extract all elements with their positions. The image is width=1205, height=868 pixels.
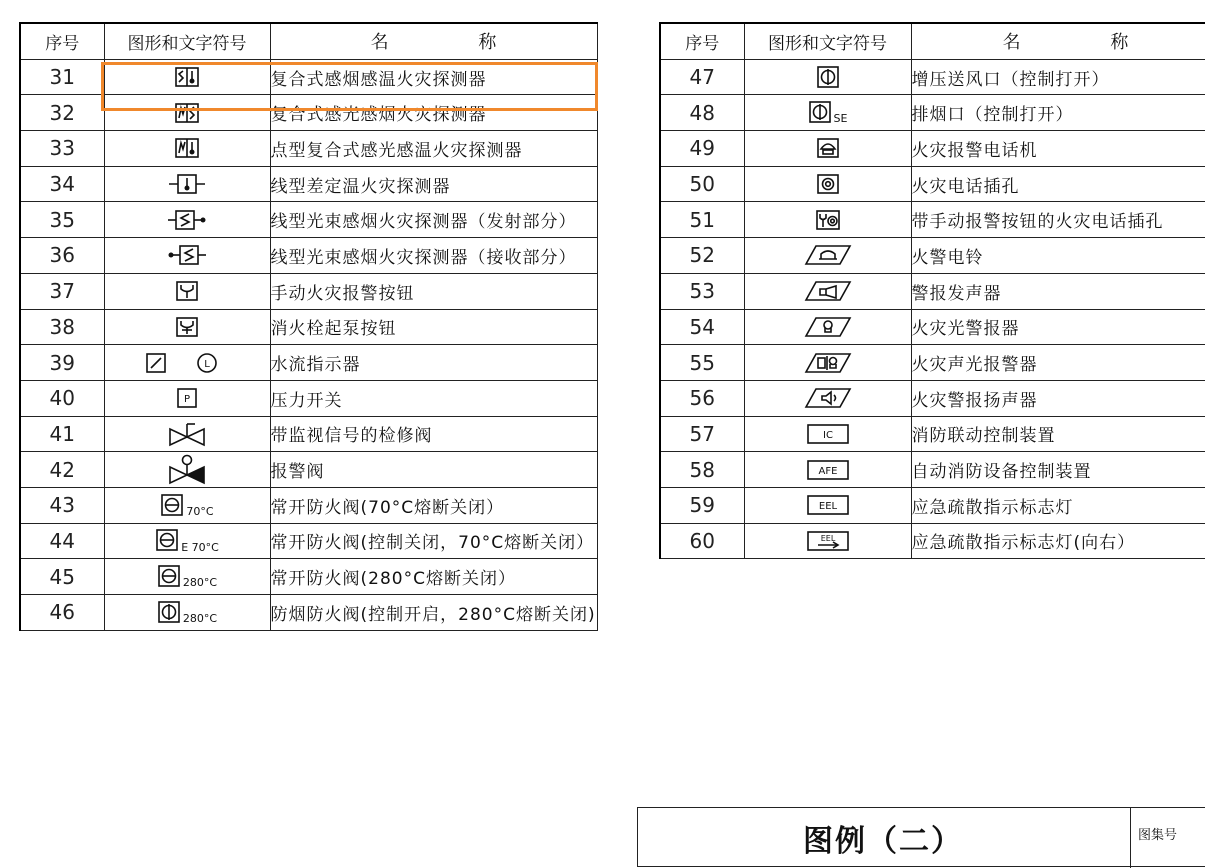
legend-table-left [19,22,598,631]
symbol-name: 常开防火阀(70°C熔断关闭） [270,487,597,523]
row-number: 46 [20,595,104,631]
symbol-cell [744,238,911,274]
fire-strobe-icon [804,316,852,338]
symbol-name: 消防联动控制装置 [911,416,1205,452]
symbol-cell [744,273,911,309]
row-number: 39 [20,345,104,381]
exit-sign-right-icon [806,530,850,552]
symbol-cell [104,238,270,274]
row-number: 41 [20,416,104,452]
row-number: 57 [660,416,744,452]
table-row [20,452,597,488]
symbol-subscript: 70°C [186,505,214,519]
symbol-name: 排烟口（控制打开） [911,95,1205,131]
fire-damper-icon [160,493,184,517]
symbol-cell [104,131,270,167]
symbol-name: 带监视信号的检修阀 [270,416,597,452]
symbol-cell [744,59,911,95]
symbol-name: 火灾光警报器 [911,309,1205,345]
exit-sign-icon [806,494,850,516]
drawing-title: 图例（二） [803,824,963,859]
title-block [637,807,1205,867]
symbol-name: 带手动报警按钮的火灾电话插孔 [911,202,1205,238]
table-row [660,95,1205,131]
symbol-cell [744,95,911,131]
flow-indicator-icon [145,352,229,374]
symbol-cell [104,559,270,595]
symbol-name: 复合式感光感烟火灾探测器 [270,95,597,131]
table-row [660,416,1205,452]
table-row [660,487,1205,523]
symbol-cell [744,380,911,416]
symbol-cell [104,309,270,345]
control-box-icon [806,423,850,445]
row-number: 43 [20,487,104,523]
row-number: 37 [20,273,104,309]
row-number: 49 [660,131,744,167]
row-number: 52 [660,238,744,274]
table-row [20,559,597,595]
control-box-icon [806,459,850,481]
symbol-name: 火灾警报扬声器 [911,380,1205,416]
symbol-name: 复合式感烟感温火灾探测器 [270,59,597,95]
row-number: 48 [660,95,744,131]
symbol-cell [104,595,270,631]
supervised-valve-icon [167,421,207,447]
sound-light-alarm-icon [804,352,852,374]
table-row [660,452,1205,488]
light-heat-detector-icon [174,137,200,159]
table-row [20,345,597,381]
title-divider [1130,808,1131,868]
header-row [660,23,1205,59]
row-number: 31 [20,59,104,95]
symbol-subscript: 280°C [182,612,218,626]
table-row [20,380,597,416]
symbol-cell [104,345,270,381]
table-row [660,166,1205,202]
smoke-damper-icon [157,600,181,624]
symbol-cell [104,523,270,559]
alarm-valve-icon [167,454,207,486]
table-row [660,273,1205,309]
row-number: 35 [20,202,104,238]
symbol-cell [744,487,911,523]
symbol-name: 火灾电话插孔 [911,166,1205,202]
table-row [20,487,597,523]
box-label: IC [822,429,833,441]
alarm-sounder-icon [804,280,852,302]
box-label: AFE [818,465,837,477]
symbol-name: 手动火灾报警按钮 [270,273,597,309]
symbol-cell [744,202,911,238]
row-number: 53 [660,273,744,309]
pressure-switch-letter: P [183,394,191,406]
row-number: 40 [20,380,104,416]
header-symbol: 图形和文字符号 [104,23,270,59]
table-row [20,202,597,238]
symbol-cell [104,487,270,523]
symbol-name: 线型光束感烟火灾探测器（发射部分） [270,202,597,238]
table-row [660,131,1205,167]
alarm-speaker-icon [804,387,852,409]
header-name: 名 称 [270,23,597,59]
symbol-subscript: 280°C [182,576,218,590]
symbol-name: 火灾声光报警器 [911,345,1205,381]
manual-alarm-button-icon [175,280,199,302]
symbol-name: 火灾报警电话机 [911,131,1205,167]
symbol-cell [744,523,911,559]
symbol-name: 水流指示器 [270,345,597,381]
box-label: EEL [820,533,835,543]
row-number: 56 [660,380,744,416]
table-row [660,238,1205,274]
symbol-cell [104,166,270,202]
row-number: 60 [660,523,744,559]
fire-bell-icon [804,244,852,266]
row-number: 42 [20,452,104,488]
row-number: 47 [660,59,744,95]
box-label: EEL [818,501,837,513]
symbol-name: 增压送风口（控制打开） [911,59,1205,95]
row-number: 33 [20,131,104,167]
table-row [20,131,597,167]
table-row [660,59,1205,95]
table-row [20,416,597,452]
table-row [20,595,597,631]
table-row [660,380,1205,416]
header-no: 序号 [20,23,104,59]
symbol-cell [104,452,270,488]
atlas-number-label: 图集号 [1138,828,1178,843]
row-number: 55 [660,345,744,381]
telephone-jack-icon [816,173,840,195]
symbol-cell [744,166,911,202]
symbol-name: 自动消防设备控制装置 [911,452,1205,488]
symbol-cell [744,131,911,167]
fire-damper-icon [157,564,181,588]
beam-transmitter-icon [166,208,208,232]
row-number: 38 [20,309,104,345]
symbol-cell [744,452,911,488]
row-number: 54 [660,309,744,345]
table-row [20,273,597,309]
row-number: 36 [20,238,104,274]
row-number: 44 [20,523,104,559]
symbol-subscript: SE [833,112,848,126]
legend-table-right [659,22,1205,559]
symbol-cell [744,309,911,345]
beam-receiver-icon [166,243,208,267]
symbol-name: 线型光束感烟火灾探测器（接收部分） [270,238,597,274]
symbol-cell [104,202,270,238]
pressure-vent-icon [816,65,840,89]
smoke-exhaust-icon [808,100,832,124]
row-number: 32 [20,95,104,131]
symbol-name: 火警电铃 [911,238,1205,274]
fire-telephone-icon [816,137,840,159]
table-row [20,309,597,345]
row-number: 45 [20,559,104,595]
row-number: 58 [660,452,744,488]
table-row [660,309,1205,345]
table-row [20,238,597,274]
pressure-switch-icon [176,387,198,409]
symbol-cell [744,345,911,381]
header-name: 名 称 [911,23,1205,59]
symbol-name: 线型差定温火灾探测器 [270,166,597,202]
table-row [20,166,597,202]
table-row [660,523,1205,559]
symbol-name: 压力开关 [270,380,597,416]
symbol-name: 点型复合式感光感温火灾探测器 [270,131,597,167]
row-number: 51 [660,202,744,238]
hydrant-pump-button-icon [175,316,199,338]
header-symbol: 图形和文字符号 [744,23,911,59]
row-number: 59 [660,487,744,523]
flow-indicator-letter: L [204,358,210,370]
symbol-name: 消火栓起泵按钮 [270,309,597,345]
line-heat-detector-icon [167,172,207,196]
symbol-name: 报警阀 [270,452,597,488]
header-row [20,23,597,59]
table-row [660,345,1205,381]
symbol-cell [744,416,911,452]
symbol-cell [104,416,270,452]
symbol-name: 常开防火阀(280°C熔断关闭） [270,559,597,595]
symbol-name: 应急疏散指示标志灯(向右） [911,523,1205,559]
row-number: 50 [660,166,744,202]
symbol-name: 警报发声器 [911,273,1205,309]
symbol-name: 常开防火阀(控制关闭，70°C熔断关闭） [270,523,597,559]
symbol-name: 应急疏散指示标志灯 [911,487,1205,523]
symbol-subscript: E 70°C [181,540,219,554]
table-row [660,202,1205,238]
header-no: 序号 [660,23,744,59]
fire-damper-icon [155,528,179,552]
symbol-name: 防烟防火阀(控制开启，280°C熔断关闭) [270,595,597,631]
selection-highlight [101,62,598,111]
jack-with-button-icon [815,209,841,231]
symbol-cell [104,273,270,309]
symbol-cell [104,380,270,416]
table-row [20,523,597,559]
row-number: 34 [20,166,104,202]
